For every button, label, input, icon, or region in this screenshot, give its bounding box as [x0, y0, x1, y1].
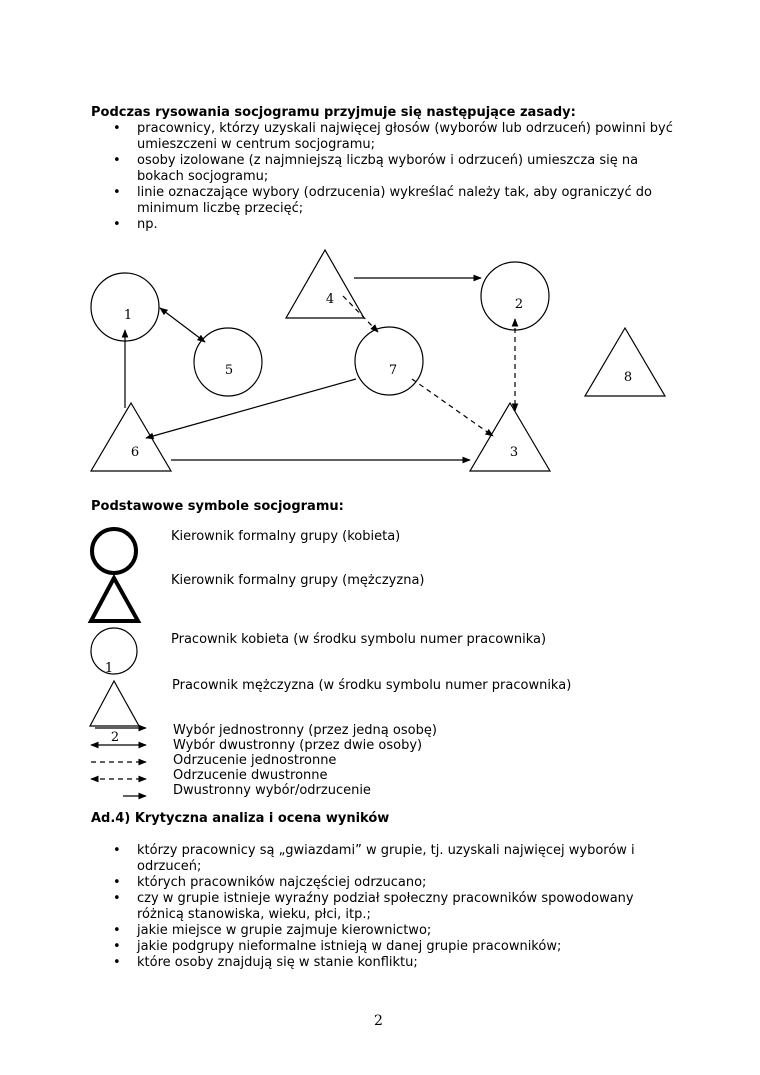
- page-number: 2: [374, 1013, 383, 1029]
- list-item: • jakie podgrupy nieformalne istnieją w danej grupie pracowników;: [91, 939, 651, 955]
- list-item: • osoby izolowane (z najmniejszą liczbą wyborów i odrzuceń) umieszcza się na bokach socjogramu;: [91, 153, 681, 185]
- symbol-label-leader-male: Kierownik formalny grupy (mężczyzna): [171, 573, 425, 588]
- legend-choice-rejection: Dwustronny wybór/odrzucenie: [173, 783, 371, 798]
- section1-heading: Podczas rysowania socjogramu przyjmuje się następujące zasady:: [91, 105, 576, 120]
- list-item: • czy w grupie istnieje wyraźny podział społeczny pracowników spowodowany różnicą stanowiska, wieku, płci, itp.;: [91, 891, 651, 923]
- section2-heading: Podstawowe symbole socjogramu:: [91, 499, 344, 514]
- node-5-label: 5: [224, 363, 234, 378]
- list-item: • którzy pracownicy są „gwiazdami” w grupie, tj. uzyskali najwięcej wyborów i odrzuceń;: [91, 843, 651, 875]
- node-6-label: 6: [130, 445, 140, 460]
- worker-female-icon: [91, 628, 137, 674]
- node-1-label: 1: [123, 308, 133, 323]
- list-item: • których pracowników najczęściej odrzucano;: [91, 875, 651, 891]
- node-2-label: 2: [514, 297, 524, 312]
- legend-two-way-choice: Wybór dwustronny (przez dwie osoby): [173, 738, 423, 753]
- legend-one-way-rejection: Odrzucenie jednostronne: [173, 753, 337, 768]
- leader-female-icon: [92, 529, 136, 573]
- worker-female-number: 1: [104, 661, 114, 676]
- node-8-label: 8: [623, 370, 633, 385]
- symbol-label-worker-male: Pracownik mężczyzna (w środku symbolu numer pracownika): [172, 678, 572, 693]
- list-item: • pracownicy, którzy uzyskali najwięcej głosów (wyborów lub odrzuceń) powinni być umieszczeni w centrum socjogramu;: [91, 121, 681, 153]
- list-item: • które osoby znajdują się w stanie konfliktu;: [91, 955, 651, 971]
- node-3-label: 3: [509, 445, 519, 460]
- section3-heading: Ad.4) Krytyczna analiza i ocena wyników: [91, 811, 390, 826]
- symbol-label-worker-female: Pracownik kobieta (w środku symbolu numer pracownika): [171, 632, 547, 647]
- list-item: • linie oznaczające wybory (odrzucenia) wykreślać należy tak, aby ograniczyć do minimum liczbę przecięć;: [91, 185, 681, 217]
- analysis-list: [91, 843, 651, 971]
- list-item: • jakie miejsce w grupie zajmuje kierownictwo;: [91, 923, 651, 939]
- node-4-label: 4: [325, 292, 335, 307]
- worker-male-number: 2: [110, 730, 120, 745]
- list-item: • np.: [91, 217, 681, 233]
- node-7-label: 7: [388, 363, 398, 378]
- symbol-label-leader-female: Kierownik formalny grupy (kobieta): [171, 529, 401, 544]
- leader-male-icon: [91, 578, 138, 621]
- legend-two-way-rejection: Odrzucenie dwustronne: [173, 768, 328, 783]
- worker-male-icon: [90, 681, 139, 726]
- legend-one-way-choice: Wybór jednostronny (przez jedną osobę): [173, 723, 437, 738]
